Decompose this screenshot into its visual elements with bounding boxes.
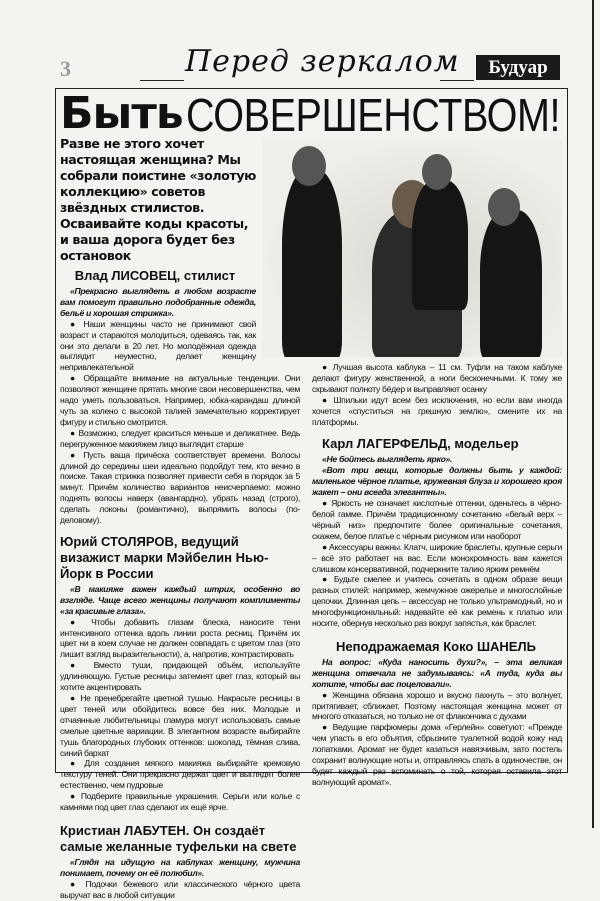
rubric-rule-left: [140, 80, 184, 81]
photo-figure-head: [422, 154, 452, 190]
list-item: ● Вместо туши, придающей объём, используйте удлиняющую. Густые ресницы затемнят цвет глаз, который вы хотите акцентировать: [60, 660, 300, 693]
left-column: [60, 136, 300, 901]
headline-thin: СОВЕРШЕНСТВОМ!: [186, 89, 561, 141]
list-item: ● Женщина обязана хорошо и вкусно пахнуть – это волнует, притягивает, сближает. Поэтому настоящая женщина может от многого отказаться, но только не от флакончика с духами: [312, 689, 562, 722]
rubric-title: Перед зеркалом: [185, 44, 460, 79]
article-lead: Разве не этого хочет настоящая женщина? Мы собрали поистине «золотую коллекцию» советов звёздных стилистов. Осваивайте коды красоты, и ваша дорога будет без остановок: [60, 136, 256, 263]
list-item: ● Пусть ваша причёска соответствует времени. Волосы длиной до середины шеи идеально подойдут тем, кто вечно в поиске. Такая стрижка позволяет привести себя в порядок за 5 минут. Причём количество вариантов неисчерпаемо: можно поднять волосы наверх (авангардно), убрать назад (строго), сделать локоны (романтично), выпрямить волосы (по-деловому).: [60, 449, 300, 526]
list-item: ● Яркость не означает кислотные оттенки, оденьтесь в чёрно-белой гамме. Причём традиционному сочетанию «белый верх – чёрный низ» предпочтите более оригинальные сочетания, скажем, белое платье с чёрным рисунком или наоборот: [312, 498, 562, 541]
list-item: ● Шпильки идут всем без исключения, но если вам иногда хочется «спуститься на грешную землю», смените их на платформы.: [312, 394, 562, 427]
section-quote: «Вот три вещи, которые должны быть у каждой: маленькое чёрное платье, кружевная блуза и хорошего кроя жакет – они всегда элегантны».: [312, 465, 562, 498]
section-quote: «Прекрасно выглядеть в любом возрасте вам помогут правильно подобранные одежда, бельё и хорошая стрижка».: [60, 286, 256, 318]
list-item: ● Возможно, следует краситься меньше и деликатнее. Ведь перегруженное макияжем лицо выглядит старше: [60, 427, 300, 449]
photo-figure-head: [488, 188, 520, 226]
section-logo: Будуар: [476, 55, 560, 80]
headline-bold: Быть: [60, 88, 183, 139]
page-number: 3: [60, 56, 71, 81]
page-edge: [592, 0, 594, 828]
section-heading: Неподражаемая Коко ШАНЕЛЬ: [336, 638, 536, 654]
list-item: ● Подочки бежевого или классического чёрного цвета выручат вас в любой ситуации: [60, 878, 300, 900]
section-heading: Карл ЛАГЕРФЕЛЬД, модельер: [322, 436, 519, 452]
list-item: ● Лучшая высота каблука – 11 см. Туфли на таком каблуке делают фигуру женственной, а ноги бесконечными. К тому же скрывают полноту бёдер и выправляют осанку: [312, 362, 562, 394]
list-item: ● Для создания мягкого макияжа выбирайте кремовую текстуру теней. Они прекрасно держат цвет и выглядят более естественно, чем пудровые: [60, 758, 300, 791]
section-heading: Кристиан ЛАБУТЕН. Он создаёт самые желанные туфельки на свете: [60, 822, 297, 854]
photo-figure: [480, 210, 542, 357]
list-item: ● Подберите правильные украшения. Серьги или колье с камнями под цвет глаз сделают их ещё ярче.: [60, 791, 300, 813]
list-item: ● Наши женщины часто не принимают свой возраст и стараются молодиться, одеваясь так, как они это делали в 20 лет. Но молодёжная одежда выглядит неуместно, делает женщину непривлекательной: [60, 318, 256, 373]
section-heading: Юрий СТОЛЯРОВ, ведущий визажист марки Мэйбелин Нью-Йорк в России: [60, 533, 269, 581]
article-photo: [262, 140, 562, 357]
list-item: ● Не пренебрегайте цветной тушью. Накрасьте ресницы в цвет теней или обойдитесь вовсе без них. Молодые и отчаянные любительницы гламура могут использовать самые смелые цветные вариации. В элегантном возрасте выбирайте тушь благородных глубоких оттенков: шоколад, тёмная слива, синий бархат: [60, 693, 300, 758]
section-quote: «Не бойтесь выглядеть ярко».: [322, 454, 453, 465]
list-item: ● Чтобы добавить глазам блеска, наносите тени интенсивного оттенка вдоль линии роста ресниц. Причём их цвет ни в коем случае не должен совпадать с цветом глаз (это лишит взгляд выразительности), а, напротив, контрастировать: [60, 616, 300, 660]
list-item: ● Будьте смелее и учитесь сочетать в одном образе вещи разных стилей: например, жемчужное ожерелье и многослойные цепочки. Длинная цепь – аксессуар не только ультрамодный, но и многофункциональный: надевайте её как ремень к платью или носите, обернув несколько раз вокруг запястья, как браслет.: [312, 574, 562, 629]
photo-figure: [412, 180, 468, 310]
section-quote: «Глядя на идущую на каблуках женщину, мужчина понимает, почему он её полюбил».: [60, 856, 300, 878]
list-item: ● Обращайте внимание на актуальные тенденции. Они позволяют женщине прятать многие свои несовершенства, чем надо уметь пользоваться. Например, юбка-карандаш длиной чуть за колено с высокой талией замечательно корректирует фигуру и стильно смотрится.: [60, 373, 300, 427]
right-column: [312, 362, 562, 788]
section-quote: На вопрос: «Куда наносить духи?», – эта великая женщина отвечала не задумываясь: «А туда, куда вы хотите, чтобы вас поцеловали».: [312, 656, 562, 689]
rubric-rule-right: [440, 80, 474, 81]
list-item: ● Аксессуары важны. Клатч, широкие браслеты, крупные серьги – всё это работает на вас. Если монохромность вам кажется слишком консервативной, подчеркните талию ярким ремнём: [312, 541, 562, 574]
list-item: ● Ведущие парфюмеры дома «Герлейн» советуют: «Прежде чем упасть в его объятия, сбрызните туалетной водой кожу над лопатками. Аромат не будет казаться навязчивым, зато постель сохранит волнующие ноты и, отправляясь спать в одиночестве, он будет каждый раз вспоминать о той, которая оставила этот волнующий аромат».: [312, 722, 562, 787]
section-heading: Влад ЛИСОВЕЦ, стилист: [74, 268, 236, 283]
section-quote: «В макияже важен каждый штрих, особенно во взгляде. Чаще всего женщины получают комплименты «за красивые глаза».: [60, 583, 300, 616]
